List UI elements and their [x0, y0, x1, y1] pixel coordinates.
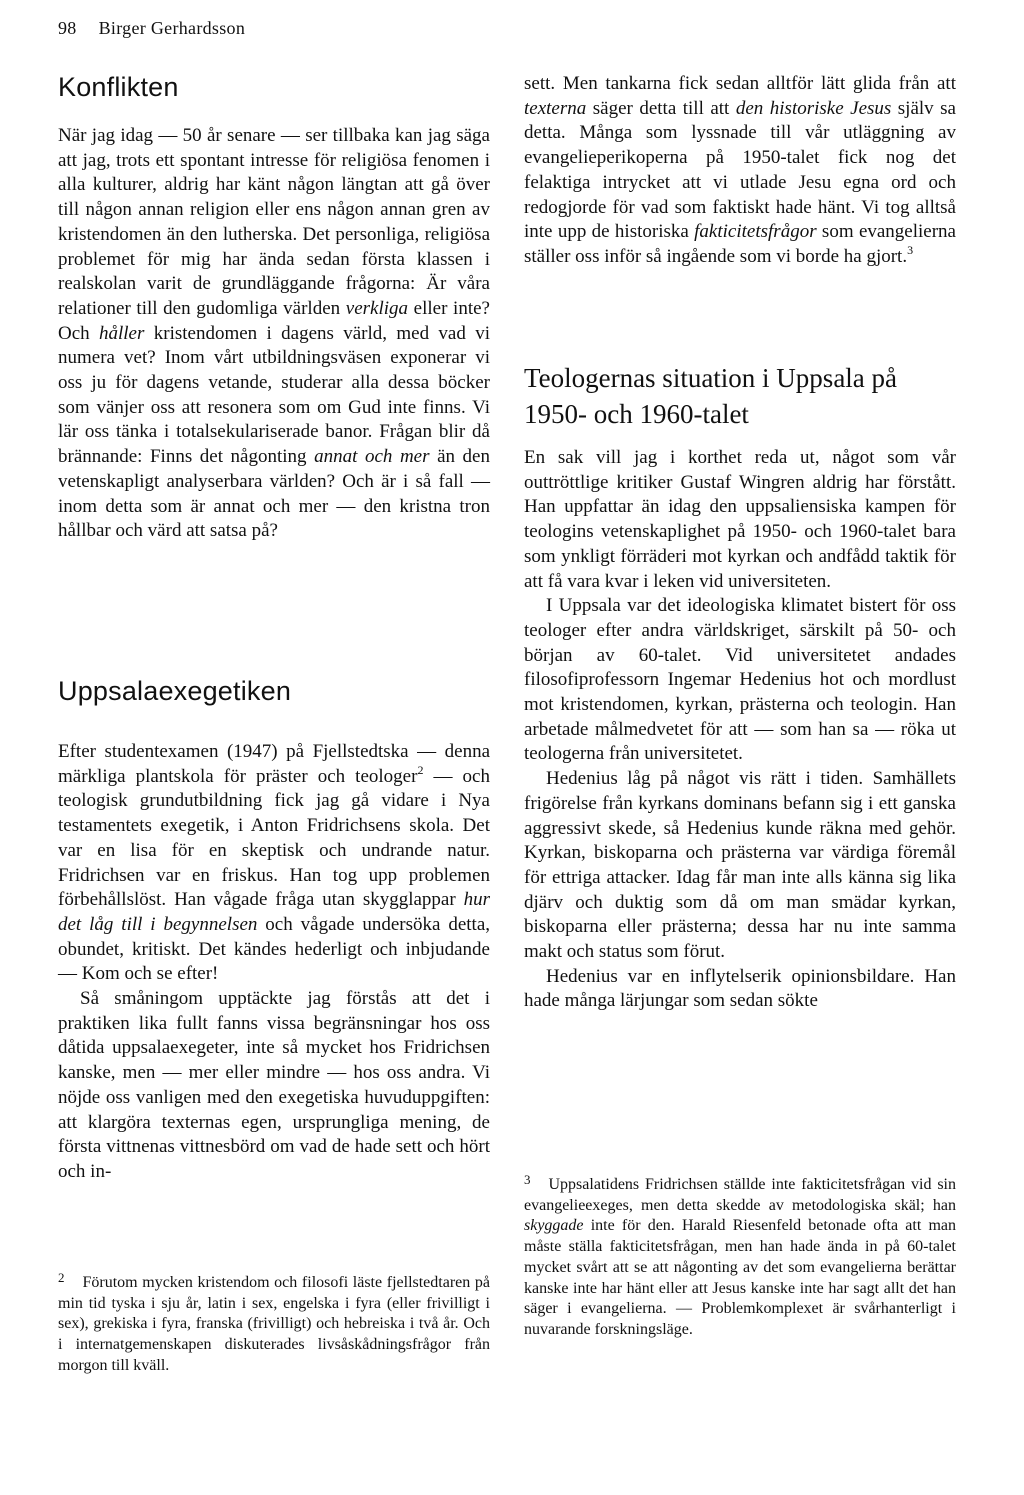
heading-uppsalaexegetiken: Uppsalaexegetiken — [58, 676, 292, 706]
footnote-2: $^2$ Förutom mycken kristendom och filosofi läste fjellstedtaren på min tid tyska i sju år, latin i sex, engelska i fyra (eller frivilligt i sex), grekiska i fyra, franska (frivilligt) och hebreiska i två år. Och i internatgemenskapen diskuterades livsåskådningsfrågor från morgon till kväll. — [58, 1270, 490, 1374]
running-head-author: Birger Gerhardsson — [98, 18, 246, 38]
paragraph: En sak vill jag i korthet reda ut, något som vår outtröttlige kritiker Gustaf Wingren aldrig har förstått. Han uppfattar än idag den uppsaliensiska kampen för teologins vetenskaplighet på 1950- och 1960-talet bara som ynkligt förräderi mot kyrkan och andfådd taktik för att få vara kvar i leken vid universiteten. — [524, 447, 956, 592]
paragraph: sett. Men tankarna fick sedan alltför lätt glida från att texterna säger detta till att den historiske Jesus själv sa detta. Många som lyssnade till vår utläggning av evangelieperikoperna på 1950-talet fick nog det felaktiga intrycket att vi utlade Jesu egna ord och redogjorde för vad som faktiskt hade hänt. Vi tog alltså inte upp de historiska fakticitetsfrågor som evangelierna ställer oss inför så ingående som vi borde ha gjort.$^3$ — [524, 73, 956, 267]
paragraph: Efter studentexamen (1947) på Fjellstedtska — denna märkliga plantskola för präster och teologer$^2$ — och teologisk grundutbildning fick jag gå vidare i Nya testamentets exegetik, i Anton Fridrichsens skola. Det var en lisa för en skeptisk och undrande natur. Fridrichsen var en friskus. Han tog upp problemen förbehållslöst. Han vågade fråga utan skygglappar hur det låg till i begynnelsen och vågade undersöka detta, obundet, kritiskt. Det kändes hederligt och inbjudande — Kom och se efter! — [58, 741, 491, 985]
continued-paragraph — [524, 72, 956, 270]
footnote-3: $^3$ Uppsalatidens Fridrichsen ställde inte fakticitetsfrågan vid sin evangelieexeges, men detta skedde av metodologiska skäl; han skyggade inte för den. Harald Riesenfeld betonade ofta att man måste ställa fakticitetsfrågan, men han hade ända in på 60-talet mycket svårt att se att någonting av det som evangelierna berättar kanske inte har hänt eller att Jesus kanske inte har sagt allt det han säger i evangelierna. — Problemkomplexet är svårhanterligt i nuvarande forskningsläge. — [524, 1172, 956, 1338]
section-konflikten-body — [58, 124, 490, 544]
footnote-ref-2: 2 — [417, 762, 424, 777]
footnote-mark: 2 — [58, 1270, 65, 1285]
paragraph: Hedenius var en inflytelserik opinionsbildare. Han hade många lärjungar som sedan sökte — [524, 965, 956, 1012]
paragraph: Så småningom upptäckte jag förstås att det i praktiken lika fullt fanns vissa begränsningar hos oss dåtida uppsalaexegeter, inte så mycket hos Fridrichsen kanske, men — mer eller mindre — hos oss andra. Vi nöjde oss vanligen med den exegetiska huvuduppgiften: att klargöra texternas egen, ursprungliga mening, de första vittnenas vittnesbörd om vad de hade sett och hört och in- — [58, 988, 490, 1182]
footnote-mark: 3 — [524, 1172, 531, 1187]
paragraph: I Uppsala var det ideologiska klimatet bistert för oss teologer efter andra världskriget, särskilt på 50- och början av 60-talet. Vid universitetet andades filosofiprofessorn Ingemar Hedenius hot och mordlust mot kristendomen, kyrkan, prästerna och teologin. Han arbetade målmedvetet för att — som han sa — röka ut teologerna från universitetet. — [524, 595, 956, 765]
section-uppsalaexegetiken-body — [58, 740, 490, 1185]
paragraph: Hedenius låg på något vis rätt i tiden. Samhällets frigörelse från kyrkans dominans befann sig i ett ganska aggressivt skede, så Hedenius kunde räkna med gehör. Kyrkan, biskoparna och prästerna var värdiga föremål för ettriga attacker. Idag får man inte alls känna sig lika djärv och duktig som då om man smädar kyrkan, biskoparna eller prästerna; dessa har nu inte samma makt och status som förut. — [524, 768, 956, 963]
heading-konflikten: Konflikten — [58, 72, 179, 102]
paragraph: När jag idag — 50 år senare — ser tillbaka kan jag säga att jag, trots ett spontant intresse för religiösa fenomen i alla kulturer, aldrig har känt någon längtan att gå över till någon annan religion eller ens någon annan gren av kristendomen än den lutherska. Det personliga, religiösa problemet för mig har ända sedan första klassen i realskolan varit de grundläggande frågorna: Är våra relationer till den gudomliga världen verkliga eller inte? Och håller kristendomen i dagens värld, med vad vi numera vet? Inom vårt utbildningsväsen exponerar vi oss ju för dagens vetande, studerar alla dessa böcker som vänjer oss att resonera som om Gud inte finns. Vi lär oss tänka i totalsekulariserade banor. Frågan blir då brännande: Finns det någonting annat och mer än den vetenskapligt analyserbara världen? Och är i så fall — inom detta som är annat och mer — den kristna tron hållbar och värd att satsa på? — [58, 125, 490, 542]
running-head — [58, 18, 245, 39]
heading-teologernas-situation: Teologernas situation i Uppsala på 1950- och 1960-talet — [524, 363, 898, 429]
page-number: 98 — [58, 18, 77, 38]
footnote-ref-3: 3 — [907, 242, 914, 257]
section-teologernas-body — [524, 446, 956, 1014]
